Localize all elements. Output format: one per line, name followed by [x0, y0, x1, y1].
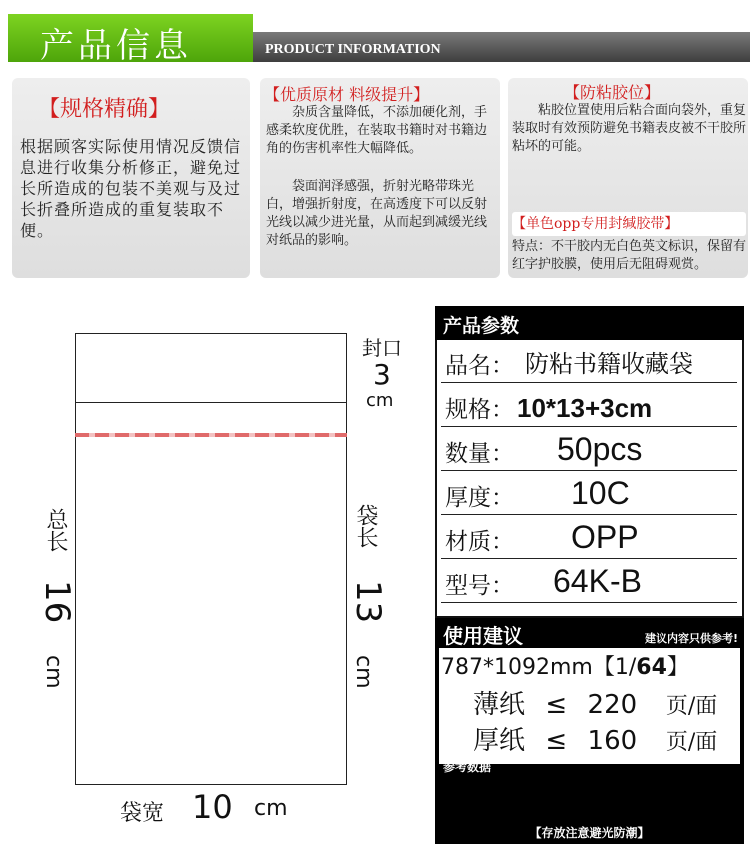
param-label: 数量： [445, 441, 514, 467]
param-label: 品名： [445, 353, 514, 379]
thick-value: 160 [587, 726, 638, 756]
panel-text: 根据顾客实际使用情况反馈信息进行收集分析修正，避免过长所造成的包装不美观与及过长折叠所造成的重复装取不便。 [20, 137, 242, 240]
usage-title: 使用建议 [443, 624, 523, 648]
bag-width-value: 10 [192, 788, 233, 826]
paper-size: 787*1092mm [441, 655, 593, 680]
panel-title: 【优质原材 料级提升】 [264, 85, 430, 104]
usage-thick-line [473, 720, 717, 757]
total-length-unit: cm [41, 655, 66, 689]
param-label: 材质： [445, 529, 514, 555]
param-value: 50pcs [557, 431, 643, 467]
panel-spec-accuracy [12, 78, 250, 278]
thick-label: 厚纸 [473, 726, 526, 756]
thin-value: 220 [587, 690, 638, 720]
thin-label: 薄纸 [473, 690, 526, 720]
param-label: 厚度： [445, 485, 514, 511]
bag-length-unit: cm [351, 655, 376, 689]
header-banner [0, 0, 750, 64]
params-header [435, 306, 744, 340]
storage-note: 【存放注意避光防潮】 [529, 826, 650, 840]
panel-text-2: 特点：不干胶内无白色英文标识，保留有红字护胶膜，使用后无阻碍观赏。 [512, 239, 747, 272]
panel-quality-material [260, 78, 500, 278]
usage-note: 建议内容只供参考! [644, 632, 738, 645]
seal-value: 3 [373, 358, 391, 391]
param-row-thickness [441, 472, 737, 515]
thin-symbol: ≤ [545, 690, 568, 720]
bag-width-unit: cm [254, 796, 288, 821]
panel-text: 粘胶位置使用后粘合面向袋外，重复装取时有效预防避免书籍表皮被不干胶所粘坏的可能。 [512, 103, 747, 154]
bag-outline [75, 333, 347, 785]
panel-subtitle: 【单色opp专用封缄胶带】 [512, 212, 746, 236]
usage-thin-line [473, 684, 717, 721]
total-length-label: 总长 [43, 508, 68, 552]
param-label: 型号： [445, 573, 514, 599]
params-title: 产品参数 [443, 315, 520, 337]
panel-anti-stick [508, 78, 748, 278]
panel-title: 【规格精确】 [38, 97, 171, 122]
fraction-number: 64 [636, 655, 667, 680]
thick-symbol: ≤ [545, 726, 568, 756]
param-value: 10*13+3cm [517, 393, 653, 423]
header-subtitle: PRODUCT INFORMATION [265, 42, 441, 57]
header-title: 产品信息 [40, 26, 192, 66]
usage-content [439, 648, 740, 764]
param-row-spec [441, 384, 737, 427]
seal-unit: cm [366, 390, 394, 411]
param-value: OPP [571, 519, 639, 555]
usage-box [435, 618, 744, 844]
panel-text-2: 袋面润泽感强，折射光略带珠光白，增强折射度，在高透度下可以反射光线以减少进光量，从而起到减缓光线对纸品的影响。 [266, 179, 488, 248]
param-row-name [441, 340, 737, 383]
seal-label: 封口 [362, 336, 402, 360]
param-value: 防粘书籍收藏袋 [525, 350, 693, 378]
bag-length-label: 袋长 [353, 504, 378, 548]
usage-paper-size-line [441, 650, 689, 681]
thick-unit: 页/面 [665, 730, 718, 755]
param-row-quantity [441, 428, 737, 471]
seal-tape-strip [75, 433, 347, 437]
panel-text: 杂质含量降低，不添加硬化剂，手感柔软度优胜，在装取书籍时对书籍边角的伤害机率性大幅降低。 [266, 105, 488, 156]
reference-data-label: 参考数据 [443, 760, 492, 774]
fraction-close: 】 [666, 655, 689, 680]
thin-unit: 页/面 [665, 694, 718, 719]
param-value: 10C [571, 475, 630, 511]
fraction-open: 【1/ [592, 655, 637, 680]
panel-title: 【防粘胶位】 [564, 83, 661, 102]
total-length-value: 16 [37, 580, 77, 624]
param-label: 规格： [445, 397, 514, 423]
bag-width-label: 袋宽 [120, 801, 165, 826]
param-row-model [441, 560, 737, 603]
param-value: 64K-B [553, 563, 642, 599]
seal-fold-line [75, 402, 347, 403]
bag-length-value: 13 [348, 580, 388, 624]
param-row-material [441, 516, 737, 559]
